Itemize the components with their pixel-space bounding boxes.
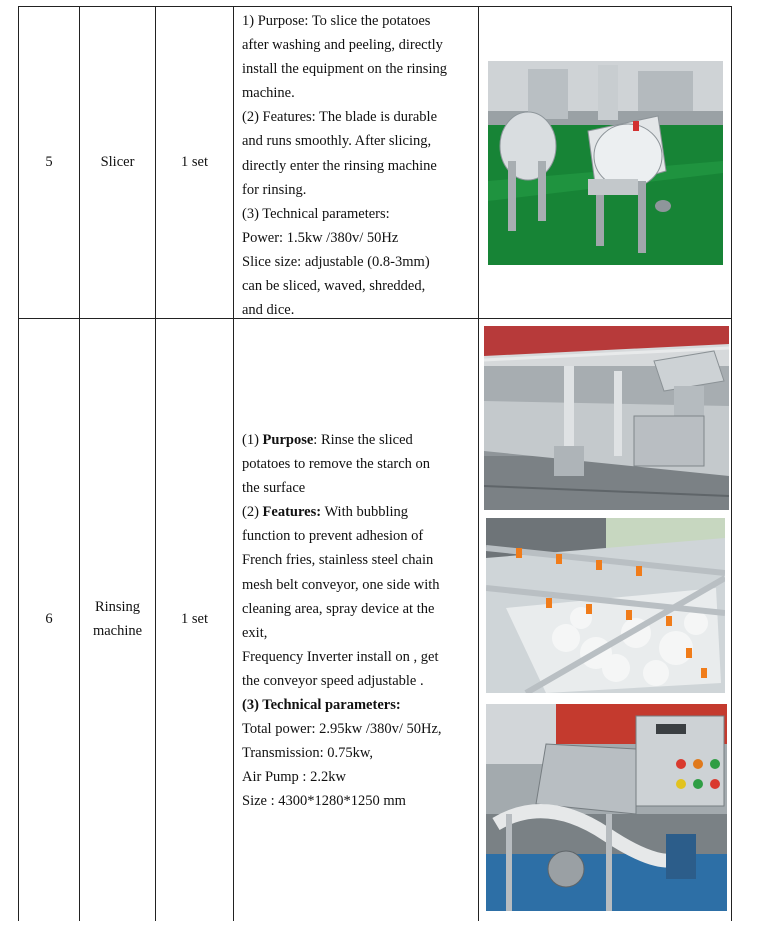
row5-description: [242, 9, 474, 322]
desc-line: 1) Purpose: To slice the potatoes: [242, 13, 431, 29]
desc-line: mesh belt conveyor, one side with: [242, 576, 440, 593]
desc-line: Transmission: 0.75kw,: [242, 745, 374, 762]
equipment-table: [18, 6, 732, 921]
desc-line: the surface: [242, 480, 306, 497]
desc-line: and runs smoothly. After slicing,: [242, 133, 432, 150]
desc-line: machine.: [242, 85, 295, 102]
desc-line: the conveyor speed adjustable .: [242, 672, 424, 689]
desc-line: install the equipment on the rinsing: [242, 61, 447, 78]
desc-line: exit,: [242, 624, 268, 641]
rinsing-machine-overview-photo: [484, 326, 729, 510]
desc-line: can be sliced, waved, shredded,: [242, 278, 426, 295]
desc-line: (3) Technical parameters:: [242, 205, 390, 222]
column-divider: [233, 6, 234, 921]
name-line: machine: [92, 623, 143, 639]
row5-number: 5: [45, 154, 53, 170]
desc-line: Power: 1.5kw /380v/ 50Hz: [242, 229, 399, 246]
desc-line: and dice.: [242, 302, 295, 319]
desc-text: : Rinse the sliced: [313, 432, 413, 448]
desc-line: [242, 428, 478, 452]
desc-line: French fries, stainless steel chain: [242, 552, 434, 569]
row6-description: [242, 428, 478, 814]
desc-line: [242, 693, 478, 717]
desc-line: (2) Features: The blade is durable: [242, 109, 438, 126]
desc-bold: Purpose: [262, 432, 314, 448]
table-right-border: [731, 6, 732, 921]
row5-quantity: 1 set: [181, 154, 208, 170]
row6-quantity: 1 set: [181, 611, 208, 627]
desc-bold: Features:: [262, 504, 322, 521]
spray-photo-drawing: [486, 518, 725, 693]
desc-line: Total power: 2.95kw /380v/ 50Hz,: [242, 721, 442, 738]
desc-text: (1): [242, 432, 263, 448]
row5-equipment-name: Slicer: [100, 154, 135, 170]
name-line: Rinsing: [94, 599, 141, 615]
control-box-photo-drawing: [486, 704, 727, 911]
row6-number: 6: [45, 611, 53, 627]
row6-equipment-name: [80, 319, 155, 919]
desc-line: directly enter the rinsing machine: [242, 157, 437, 174]
desc-line: [242, 500, 478, 524]
desc-line: potatoes to remove the starch on: [242, 456, 431, 473]
desc-text: With bubbling: [321, 504, 409, 521]
desc-line: function to prevent adhesion of: [242, 528, 424, 545]
desc-line: for rinsing.: [242, 181, 307, 198]
desc-line: Slice size: adjustable (0.8-3mm): [242, 253, 430, 270]
desc-line: Frequency Inverter install on , get: [242, 648, 439, 665]
desc-bold: (3) Technical parameters:: [242, 697, 401, 714]
desc-text: (2): [242, 504, 263, 521]
slicer-photo-drawing: [488, 61, 723, 265]
desc-line: Air Pump : 2.2kw: [242, 769, 346, 786]
slicer-machine-photo: [488, 61, 723, 265]
rinsing-spray-bubbles-photo: [486, 518, 725, 693]
desc-line: cleaning area, spray device at the: [242, 600, 435, 617]
column-divider: [478, 6, 479, 921]
desc-line: Size : 4300*1280*1250 mm: [242, 793, 406, 810]
desc-line: after washing and peeling, directly: [242, 37, 443, 54]
rinsing-control-box-photo: [486, 704, 727, 911]
overview-photo-drawing: [484, 326, 729, 510]
